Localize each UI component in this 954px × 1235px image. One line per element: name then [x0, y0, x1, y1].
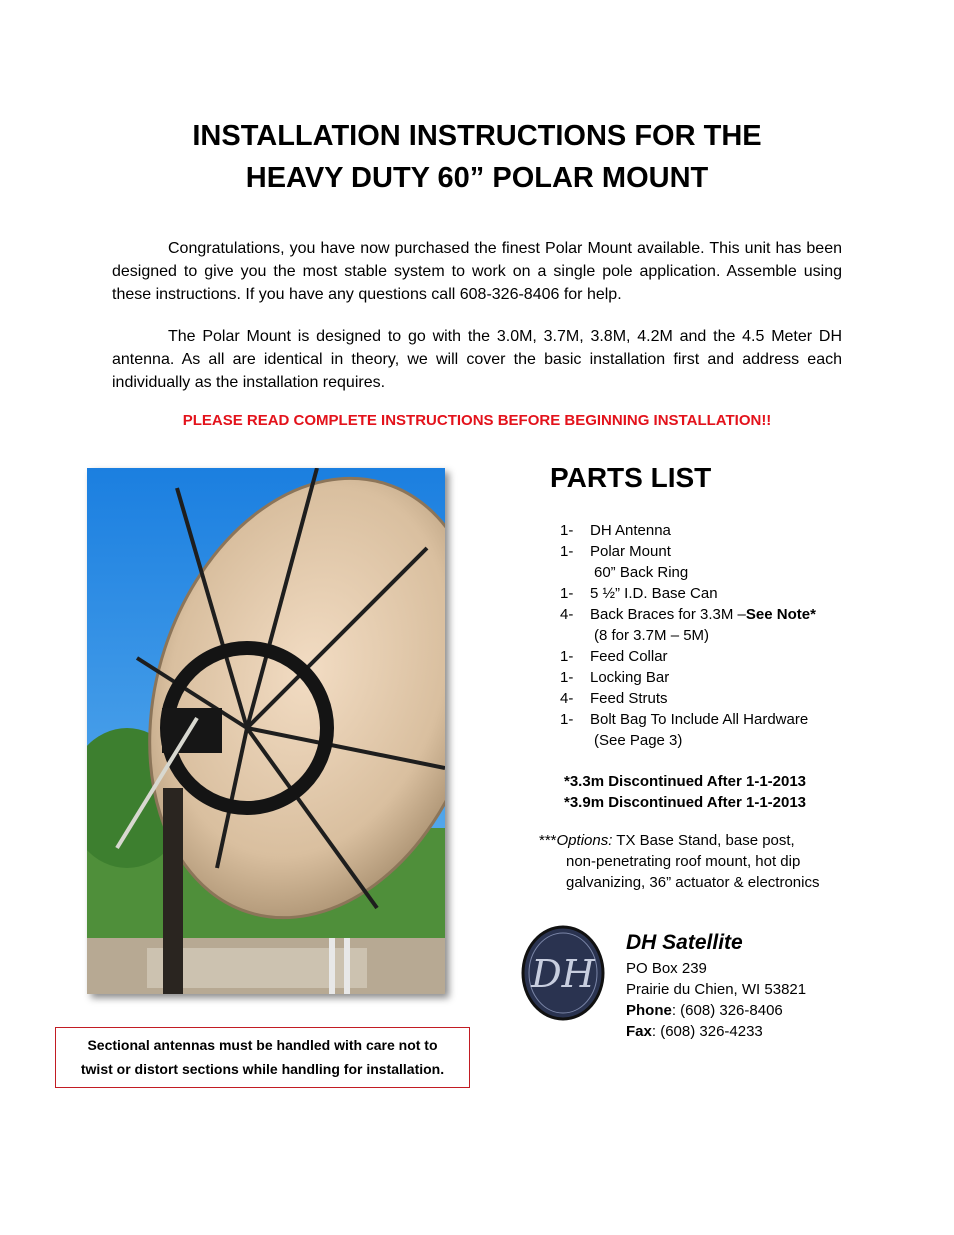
antenna-photo — [87, 468, 445, 994]
intro-paragraph-2 — [112, 325, 842, 394]
list-item — [560, 646, 890, 667]
intro-paragraph-2-text: The Polar Mount is designed to go with the 3.0M, 3.7M, 3.8M, 4.2M and the 4.5 Meter DH antenna. As all are identical in theory, we will cover the basic installation first and address each individually as the installation requires. — [112, 328, 842, 391]
item-note: See Note* — [745, 606, 816, 623]
options-note — [539, 830, 819, 893]
item-name: Locking Bar — [590, 669, 670, 686]
options-line: non-penetrating roof mount, hot dip — [566, 853, 801, 870]
options-label: Options: — [556, 832, 613, 849]
discontinued-note: *3.3m Discontinued After 1-1-2013 — [564, 773, 807, 790]
discontinued-note: *3.9m Discontinued After 1-1-2013 — [564, 794, 807, 811]
item-name: Bolt Bag To Include All Hardware — [590, 711, 809, 728]
company-address-2: Prairie du Chien, WI 53821 — [626, 981, 807, 998]
fax-number: : (608) 326-4233 — [651, 1023, 763, 1040]
phone-label: Phone — [626, 1002, 672, 1019]
list-item — [560, 625, 890, 646]
discontinued-notes — [564, 771, 806, 813]
title-line-1: INSTALLATION INSTRUCTIONS FOR THE — [192, 120, 762, 152]
list-item — [560, 688, 890, 709]
title-line-2: HEAVY DUTY 60” POLAR MOUNT — [245, 162, 709, 194]
phone-number: : (608) 326-8406 — [671, 1002, 783, 1019]
item-qty: 1- — [560, 669, 574, 686]
item-qty: 1- — [560, 585, 574, 602]
fax-label: Fax — [626, 1023, 652, 1040]
list-item — [560, 667, 890, 688]
company-fax — [626, 1021, 806, 1042]
item-name: (8 for 3.7M – 5M) — [594, 627, 710, 644]
company-name: DH Satellite — [626, 931, 743, 954]
item-name: Polar Mount — [590, 543, 671, 560]
list-item — [560, 562, 890, 583]
company-info — [626, 928, 806, 1042]
item-name: Back Braces for 3.3M – — [590, 606, 746, 623]
list-item — [560, 541, 890, 562]
list-item — [560, 520, 890, 541]
item-qty: 4- — [560, 690, 574, 707]
company-address-1: PO Box 239 — [626, 960, 707, 977]
options-line: galvanizing, 36” actuator & electronics — [566, 874, 820, 891]
warning-text: PLEASE READ COMPLETE INSTRUCTIONS BEFORE BEGINNING INSTALLATION!! — [182, 412, 772, 429]
item-name: 5 ½” I.D. Base Can — [590, 585, 718, 602]
notice-line-2: twist or distort sections while handling for installation. — [80, 1061, 445, 1077]
item-qty: 1- — [560, 522, 574, 539]
notice-line-1: Sectional antennas must be handled with care not to — [87, 1037, 438, 1053]
list-item — [560, 604, 890, 625]
item-qty: 1- — [560, 543, 574, 560]
item-name: 60” Back Ring — [594, 564, 689, 581]
handling-notice — [55, 1027, 470, 1088]
document-title — [0, 115, 954, 199]
item-qty: 4- — [560, 606, 574, 623]
list-item — [560, 730, 890, 751]
item-name: DH Antenna — [590, 522, 671, 539]
item-qty: 1- — [560, 648, 574, 665]
item-name: Feed Collar — [590, 648, 668, 665]
company-phone — [626, 1000, 806, 1021]
parts-list — [560, 520, 890, 751]
item-qty: 1- — [560, 711, 574, 728]
options-prefix: *** — [539, 832, 557, 849]
options-line: TX Base Stand, base post, — [612, 832, 795, 849]
logo-letters: DH — [531, 952, 595, 996]
list-item — [560, 583, 890, 604]
item-name: Feed Struts — [590, 690, 668, 707]
item-name: (See Page 3) — [594, 732, 683, 749]
dh-logo — [520, 925, 606, 1021]
intro-paragraph-1 — [112, 237, 842, 306]
list-item — [560, 709, 890, 730]
parts-list-heading: PARTS LIST — [550, 462, 712, 493]
intro-paragraph-1-text: Congratulations, you have now purchased the finest Polar Mount available. This unit has been designed to give you the most stable system to work on a single pole application. Assemble using these instructions. If you have any questions call 608-326-8406 for help. — [112, 240, 842, 303]
